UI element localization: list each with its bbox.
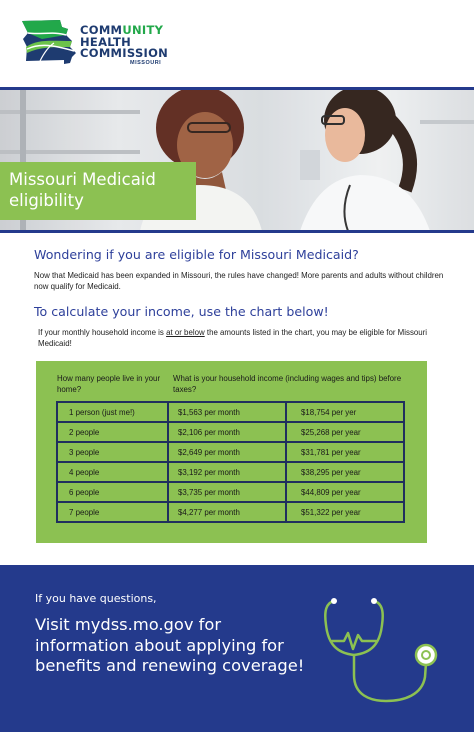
table-row [57,482,404,502]
column-header-income: What is your household income (including wages and tips) before taxes? [173,374,402,394]
photo-divider [0,230,474,233]
cell-monthly: $3,735 per month [168,482,286,502]
calc-text-before: If your monthly household income is [38,328,167,337]
logo-wordmark [80,25,168,60]
page-title [9,169,156,211]
cell-yearly: $18,754 per yer [286,402,404,422]
page-title-line1: Missouri Medicaid [9,170,156,189]
table-row [57,502,404,522]
cell-people: 4 people [57,462,168,482]
logo-line1b: UNITY [122,23,164,37]
cell-people: 2 people [57,422,168,442]
cell-yearly: $31,781 per year [286,442,404,462]
cell-monthly: $2,106 per month [168,422,286,442]
logo-line1a: COMM [80,23,123,37]
cell-people: 7 people [57,502,168,522]
calc-text-after: the amounts listed in the chart, you may be eligible for Missouri Medicaid! [38,328,428,349]
table-row [57,422,404,442]
cell-people: 1 person (just me!) [57,402,168,422]
cell-yearly: $25,268 per year [286,422,404,442]
logo-line3: COMMISSION [80,46,169,60]
page-title-line2: eligibility [9,191,84,210]
logo-line2: HEALTH [80,34,132,49]
calculate-paragraph [38,327,438,349]
cell-monthly: $2,649 per month [168,442,286,462]
cell-yearly: $51,322 per year [286,502,404,522]
stethoscope-icon [322,595,452,707]
calculate-heading: To calculate your income, use the chart below! [34,304,329,319]
cell-monthly: $1,563 per month [168,402,286,422]
income-table [56,401,405,523]
cell-yearly: $44,809 per year [286,482,404,502]
intro-paragraph: Now that Medicaid has been expanded in Missouri, the rules have changed! More parents and adults without children now qualify for Medicaid. [34,271,444,292]
header [0,0,474,88]
cell-people: 3 people [57,442,168,462]
table-row [57,402,404,422]
income-chart-panel [36,361,427,543]
cell-yearly: $38,295 per year [286,462,404,482]
table-row [57,462,404,482]
logo-subtitle: MISSOURI [130,60,162,66]
missouri-map-logo-icon [20,17,78,67]
cell-people: 6 people [57,482,168,502]
calc-text-underlined: at or below [166,328,205,337]
footer-cta: Visit mydss.mo.gov for information about applying for benefits and renewing coverage! [35,615,305,675]
table-row [57,442,404,462]
cell-monthly: $3,192 per month [168,462,286,482]
eligibility-heading: Wondering if you are eligible for Missouri Medicaid? [34,247,359,262]
footer-banner [0,565,474,732]
footer-question: If you have questions, [35,592,157,605]
column-header-people: How many people live in your home? [57,374,161,394]
cell-monthly: $4,277 per month [168,502,286,522]
hero-title-box [0,162,196,220]
